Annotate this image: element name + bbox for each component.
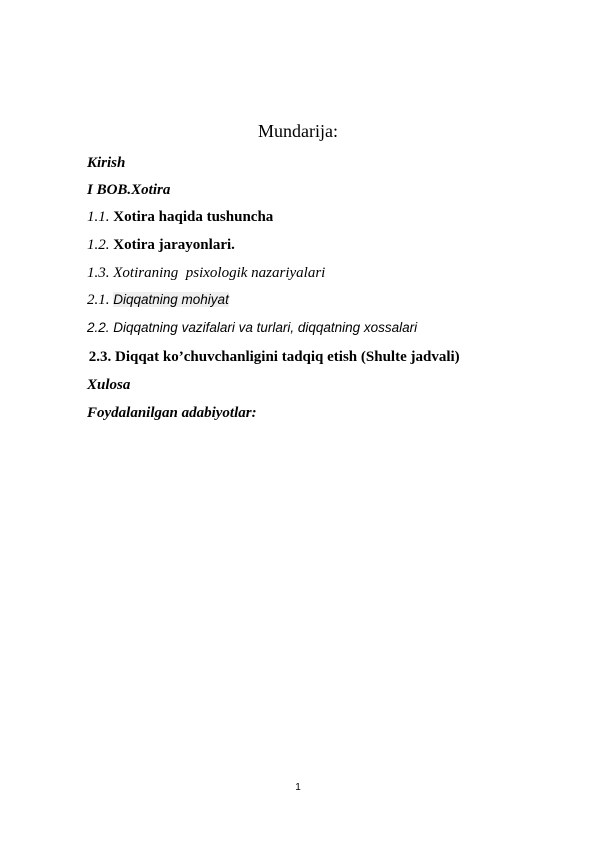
toc-item-1-2-text: Xotira jarayonlari. <box>113 237 235 253</box>
page-number: 1 <box>295 782 301 793</box>
toc-item-1-1 <box>87 209 273 226</box>
toc-item-1-1-text: Xotira haqida tushuncha <box>113 209 274 225</box>
toc-item-bob1: I BOB.Xotira <box>87 182 171 198</box>
toc-item-foydalanilgan: Foydalanilgan adabiyotlar: <box>87 405 257 421</box>
toc-item-xulosa: Xulosa <box>87 377 131 393</box>
toc-item-2-1-text: Diqqatning mohiyat <box>113 292 229 307</box>
toc-item-1-2-number: 1.2. <box>87 237 110 253</box>
toc-item-1-3: 1.3. Xotiraning psixologik nazariyalari <box>87 265 326 281</box>
toc-title: Mundarija: <box>258 121 338 141</box>
toc-item-2-1-number: 2.1. <box>87 292 110 308</box>
toc-item-kirish: Kirish <box>87 155 126 171</box>
toc-item-1-1-number: 1.1. <box>87 209 110 225</box>
toc-item-2-2: 2.2. Diqqatning vazifalari va turlari, diqqatning xossalari <box>87 320 418 335</box>
toc-item-1-2 <box>87 237 235 254</box>
toc-item-2-1 <box>87 292 229 309</box>
toc-item-2-3: 2.3. Diqqat ko’chuvchanligini tadqiq etish (Shulte jadvali) <box>85 349 460 365</box>
